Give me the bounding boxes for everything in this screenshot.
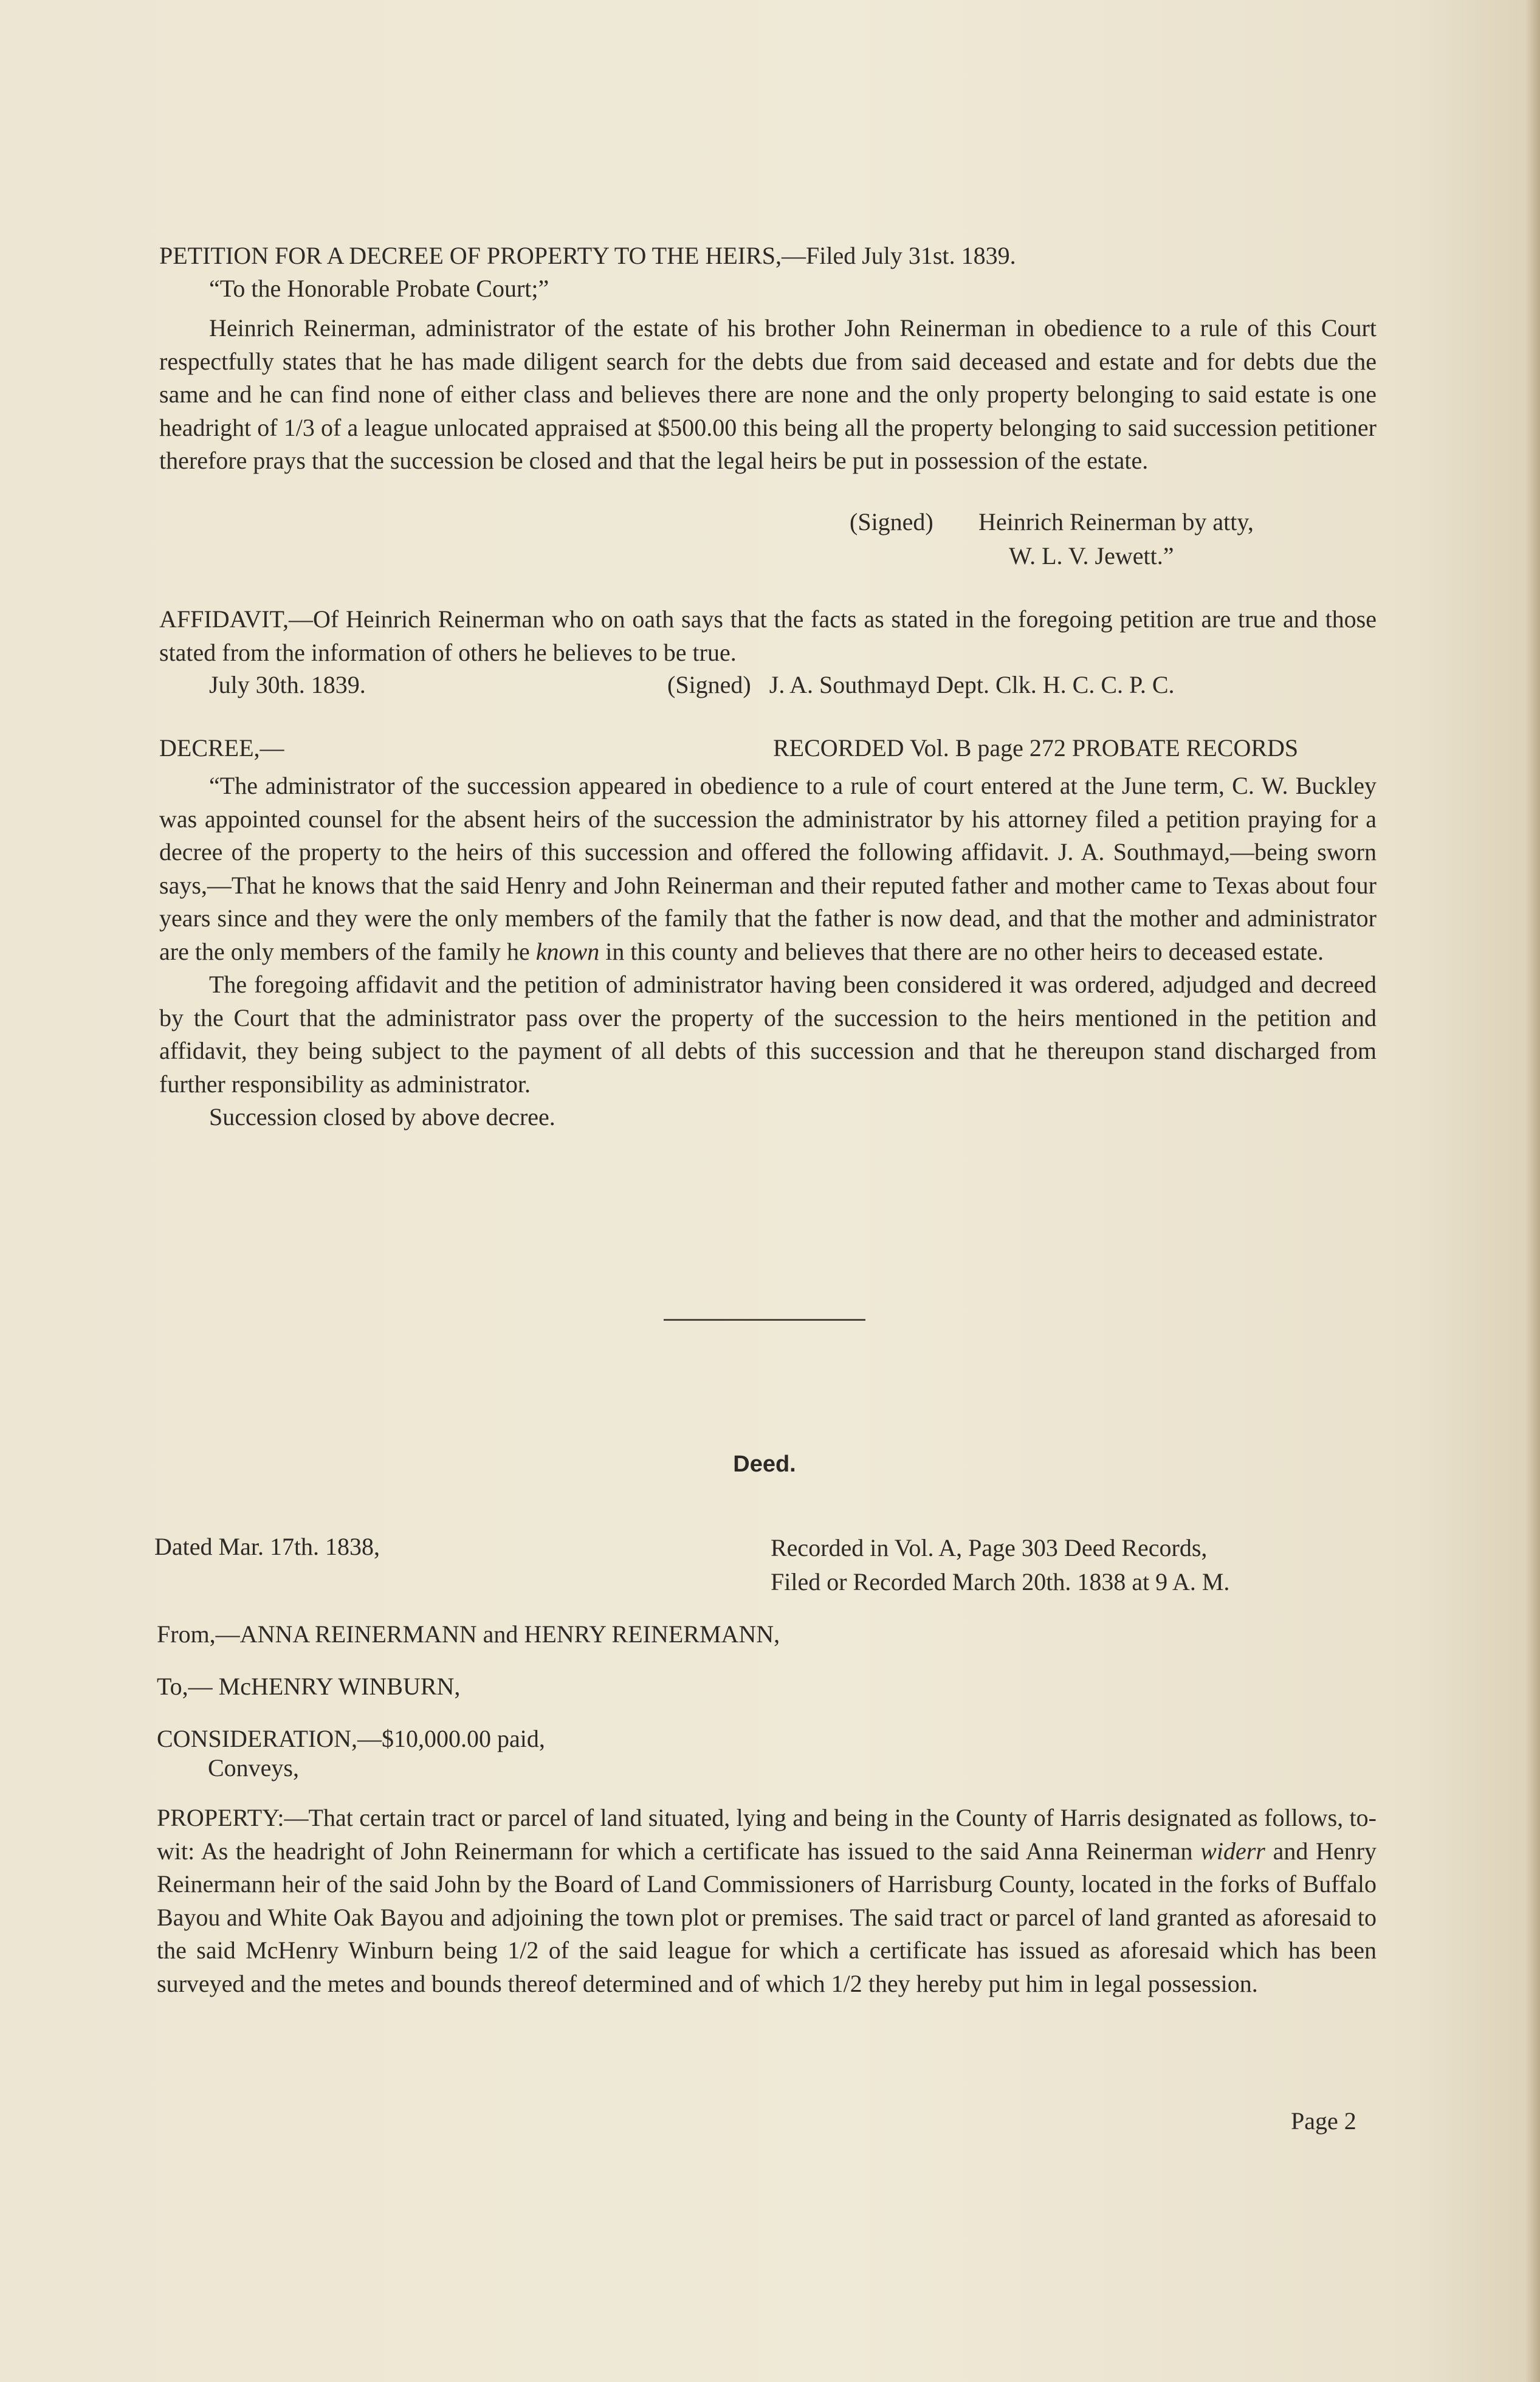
deed-to: To,— McHENRY WINBURN, [157, 1673, 461, 1700]
decree-paragraph-1 [159, 769, 1377, 968]
petition-signed-label: (Signed) [850, 508, 933, 535]
deed-property [157, 1802, 1377, 2000]
deed-conveys: Conveys, [208, 1754, 299, 1781]
deed-property-text [157, 1802, 1377, 2000]
decree-para1-start: “The administrator of the succession appeared in obedience to a rule of court entered at the June term, C. W. Buckley was appointed counsel for the absent heirs of the succession the administrator by his attorney filed a petition praying for a decree of the property to the heirs of this succession and offered the following affidavit. J. A. Southmayd,—being sworn says,—That he knows that the said Henry and John Reinerman and their reputed father and mother came to Texas about four years since and they were the only members of the family that the father is now dead, and that the mother and administrator are the only members of the family he [159, 772, 1377, 965]
affidavit-date: July 30th. 1839. [209, 671, 366, 698]
petition-salutation: “To the Honorable Probate Court;” [209, 275, 549, 302]
deed-dated: Dated Mar. 17th. 1838, [154, 1533, 380, 1560]
decree-para1-emphasis: known [535, 937, 600, 965]
affidavit-body-text: AFFIDAVIT,—Of Heinrich Reinerman who on oath says that the facts as stated in the foregoing petition are true and those stated from the information of others he believes to be true. [159, 605, 1377, 666]
petition-heading: PETITION FOR A DECREE OF PROPERTY TO THE HEIRS,—Filed July 31st. 1839. [159, 242, 1016, 269]
page-edge-shadow [1525, 0, 1540, 2382]
decree-paragraph-2: The foregoing affidavit and the petition of administrator having been considered it was ordered, adjudged and decreed by the Court that the administrator pass over the property of the succession to the heirs mentioned in the petition and affidavit, they being subject to the payment of all debts of this succession and that he thereupon stand discharged from further responsibility as administrator. [159, 971, 1377, 1098]
deed-recorded-2: Filed or Recorded March 20th. 1838 at 9 A. M. [771, 1568, 1230, 1595]
page-number: Page 2 [1291, 2107, 1356, 2135]
deed-title: Deed. [733, 1451, 796, 1477]
deed-property-end: and Henry Reinermann heir of the said John by the Board of Land Commissioners of Harrisburg County, located in the forks of Buffalo Bayou and White Oak Bayou and adjoining the town plot or premises. The said tract or parcel of land granted as aforesaid to the said McHenry Winburn being 1/2 of the said league for which a certificate has issued as aforesaid which has been surveyed and the metes and bounds thereof determined and of which 1/2 they hereby put him in legal possession. [157, 1837, 1377, 1997]
deed-property-emphasis: widerr [1200, 1837, 1265, 1865]
decree-para1-end: in this county and believes that there are no other heirs to deceased estate. [599, 937, 1324, 965]
decree-heading: DECREE,— [159, 734, 284, 762]
petition-signed-name: Heinrich Reinerman by atty, [978, 508, 1254, 535]
deed-from: From,—ANNA REINERMANN and HENRY REINERMANN, [157, 1620, 780, 1648]
petition-signed-attorney: W. L. V. Jewett.” [1009, 542, 1174, 570]
decree-recorded: RECORDED Vol. B page 272 PROBATE RECORDS [773, 734, 1299, 762]
deed-recorded-1: Recorded in Vol. A, Page 303 Deed Records, [771, 1534, 1208, 1561]
deed-property-start: PROPERTY:—That certain tract or parcel of land situated, lying and being in the County of Harris designated as follows, to-wit: As the headright of John Reinermann for which a certificate has issued to the said Anna Reinerman [157, 1804, 1377, 1865]
affidavit-body [159, 603, 1377, 669]
decree-paragraph-3: Succession closed by above decree. [209, 1103, 555, 1131]
section-divider [664, 1319, 865, 1321]
affidavit-signed: (Signed) J. A. Southmayd Dept. Clk. H. C. C. P. C. [667, 671, 1175, 698]
decree-body [159, 769, 1377, 1134]
petition-body [159, 312, 1377, 478]
deed-consideration: CONSIDERATION,—$10,000.00 paid, [157, 1725, 545, 1752]
petition-body-text: Heinrich Reinerman, administrator of the estate of his brother John Reinerman in obedience to a rule of this Court respectfully states that he has made diligent search for the debts due from said deceased and estate and for debts due the same and he can find none of either class and believes there are none and the only property belonging to said estate is one headright of 1/3 of a league unlocated appraised at $500.00 this being all the property belonging to said succession petitioner therefore prays that the succession be closed and that the legal heirs be put in possession of the estate. [159, 314, 1377, 474]
